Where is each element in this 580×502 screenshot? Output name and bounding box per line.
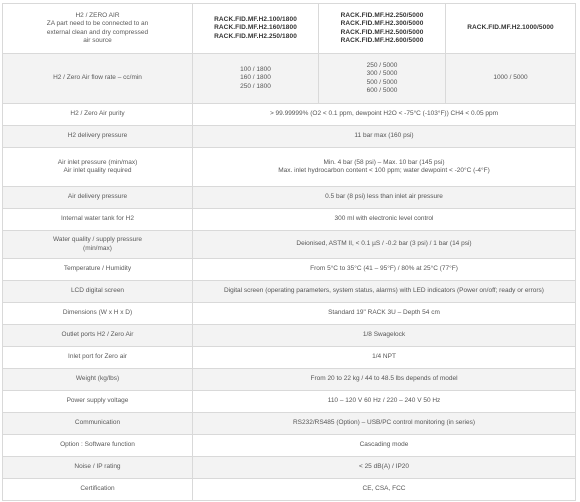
spec-label [3, 259, 193, 281]
spec-label-line: Internal water tank for H2 [61, 215, 134, 223]
spec-value-line: Max. inlet hydrocarbon content < 100 ppm; water dewpoint < -20°C (-4°F) [278, 167, 490, 174]
spec-label-line: H2 delivery pressure [67, 132, 128, 140]
flow-rate-value: 100 / 1800 [240, 65, 271, 73]
spec-label [3, 479, 193, 501]
spec-value [193, 209, 576, 231]
spec-value-line: 1/4 NPT [372, 353, 396, 361]
spec-label-line: LCD digital screen [70, 287, 125, 295]
spec-label-line: H2 / Zero Air purity [70, 110, 125, 118]
spec-row [3, 187, 576, 209]
spec-value-line: < 25 dB(A) / IP20 [358, 463, 410, 471]
spec-row [3, 126, 576, 148]
flow-rate-value: 160 / 1800 [240, 74, 271, 82]
spec-value-line: Digital screen (operating parameters, system status, alarms) with LED indicators (Power on/off; ready or errors) [224, 287, 544, 295]
spec-label-line: Option : Software function [60, 441, 135, 449]
spec-row [3, 259, 576, 281]
spec-row [3, 209, 576, 231]
spec-label [3, 325, 193, 347]
spec-label [3, 126, 193, 148]
spec-value [193, 457, 576, 479]
spec-row [3, 457, 576, 479]
spec-label [3, 231, 193, 259]
spec-label-line: Weight (kg/lbs) [75, 375, 120, 383]
flow-rate-value: 1000 / 5000 [493, 74, 528, 82]
spec-row [3, 148, 576, 187]
spec-value-line: 1/8 Swagelock [362, 331, 406, 339]
spec-label-line: Outlet ports H2 / Zero Air [61, 331, 134, 339]
spec-label-line: Communication [74, 419, 121, 427]
spec-label [3, 413, 193, 435]
spec-value-line: RS232/RS485 (Option) – USB/PC control monitoring (in series) [292, 419, 476, 427]
header-label-line: ZA part need to be connected to an [46, 20, 149, 28]
header-label-line: air source [83, 36, 112, 44]
model-name: RACK.FID.MF.H2.300/5000 [340, 20, 424, 28]
flow-rate-row [3, 54, 576, 104]
spec-value-line: From 20 to 22 kg / 44 to 48.5 lbs depends of model [310, 375, 458, 383]
spec-value-line: 0.5 bar (8 psi) less than inlet air pressure [325, 193, 443, 201]
spec-value [193, 104, 576, 126]
spec-label [3, 435, 193, 457]
spec-label-line: Air delivery pressure [67, 193, 128, 201]
spec-value [193, 126, 576, 148]
spec-label [3, 457, 193, 479]
model-group-3-cell [446, 4, 576, 54]
spec-value [193, 187, 576, 209]
spec-value-line: CE, CSA, FCC [362, 485, 406, 493]
spec-label-line: Inlet port for Zero air [68, 353, 127, 361]
flow-rate-group-1-cell [193, 54, 319, 104]
header-label-cell [3, 4, 193, 54]
flow-rate-group-3-cell [446, 54, 576, 104]
specifications-table [2, 3, 576, 501]
spec-value [193, 259, 576, 281]
spec-label [3, 347, 193, 369]
spec-label [3, 209, 193, 231]
spec-value-line: 300 ml with electronic level control [334, 215, 434, 223]
spec-label-line: Water quality / supply pressure [53, 236, 142, 244]
flow-rate-value: 250 / 5000 [366, 61, 398, 69]
spec-row [3, 325, 576, 347]
spec-value [193, 325, 576, 347]
spec-row [3, 281, 576, 303]
spec-value-line: Deionised, ASTM II, < 0.1 µS / -0.2 bar (3 psi) / 1 bar (14 psi) [296, 240, 472, 248]
header-label-line: H2 / ZERO AIR [75, 11, 120, 19]
spec-value-line: Cascading mode [359, 441, 409, 449]
spec-label-line: Certification [80, 485, 115, 493]
spec-label-line: Dimensions (W x H x D) [62, 309, 133, 317]
spec-value [193, 369, 576, 391]
spec-value [193, 479, 576, 501]
spec-label-line: Power supply voltage [66, 397, 129, 405]
model-name: RACK.FID.MF.H2.250/1800 [214, 32, 297, 40]
spec-label [3, 369, 193, 391]
spec-value-line: Min. 4 bar (58 psi) – Max. 10 bar (145 psi) [323, 158, 445, 166]
spec-label [3, 104, 193, 126]
flow-rate-group-2-cell [319, 54, 446, 104]
spec-label [3, 391, 193, 413]
model-name: RACK.FID.MF.H2.1000/5000 [467, 24, 554, 32]
spec-row [3, 413, 576, 435]
header-row [3, 4, 576, 54]
spec-value [193, 347, 576, 369]
spec-value [193, 231, 576, 259]
spec-value-line: 11 bar max (160 psi) [354, 132, 414, 140]
model-name: RACK.FID.MF.H2.160/1800 [214, 24, 297, 32]
spec-value [193, 391, 576, 413]
model-group-1-cell [193, 4, 319, 54]
spec-label [3, 281, 193, 303]
model-name: RACK.FID.MF.H2.250/5000 [340, 11, 424, 19]
spec-value [193, 435, 576, 457]
model-name: RACK.FID.MF.H2.500/5000 [340, 28, 424, 36]
spec-row [3, 231, 576, 259]
flow-rate-value: 500 / 5000 [366, 78, 398, 86]
model-name: RACK.FID.MF.H2.600/5000 [340, 36, 424, 44]
spec-value-line: > 99.99999% (O2 < 0.1 ppm, dewpoint H2O < -75°C (-103°F)) CH4 < 0.05 ppm [269, 110, 499, 118]
spec-row [3, 391, 576, 413]
spec-row [3, 104, 576, 126]
spec-label-line: Air inlet quality required [63, 167, 132, 174]
spec-value [193, 148, 576, 187]
flow-rate-value: 300 / 5000 [366, 70, 398, 78]
spec-label-line: Temperature / Humidity [63, 265, 132, 273]
model-name: RACK.FID.MF.H2.100/1800 [214, 15, 297, 23]
spec-label [3, 303, 193, 325]
spec-value [193, 413, 576, 435]
model-group-2-cell [319, 4, 446, 54]
spec-row [3, 479, 576, 501]
spec-label-line: (min/max) [83, 244, 112, 252]
flow-rate-value: 250 / 1800 [240, 82, 271, 90]
spec-row [3, 347, 576, 369]
spec-label-line: Noise / IP rating [74, 463, 121, 471]
spec-value-line: 110 – 120 V 60 Hz / 220 – 240 V 50 Hz [327, 397, 441, 405]
spec-label [3, 187, 193, 209]
flow-rate-value: 600 / 5000 [366, 86, 398, 94]
spec-value [193, 303, 576, 325]
spec-label [3, 148, 193, 187]
spec-label-line: Air inlet pressure (min/max) [57, 158, 138, 166]
spec-value-line: Standard 19" RACK 3U – Depth 54 cm [328, 309, 440, 317]
spec-row [3, 303, 576, 325]
spec-row [3, 435, 576, 457]
flow-rate-label: H2 / Zero Air flow rate – cc/min [3, 54, 193, 104]
header-label-line: external clean and dry compressed [46, 28, 149, 36]
spec-row [3, 369, 576, 391]
spec-value [193, 281, 576, 303]
spec-value-line: From 5°C to 35°C (41 – 95°F) / 80% at 25°C (77°F) [310, 265, 458, 273]
